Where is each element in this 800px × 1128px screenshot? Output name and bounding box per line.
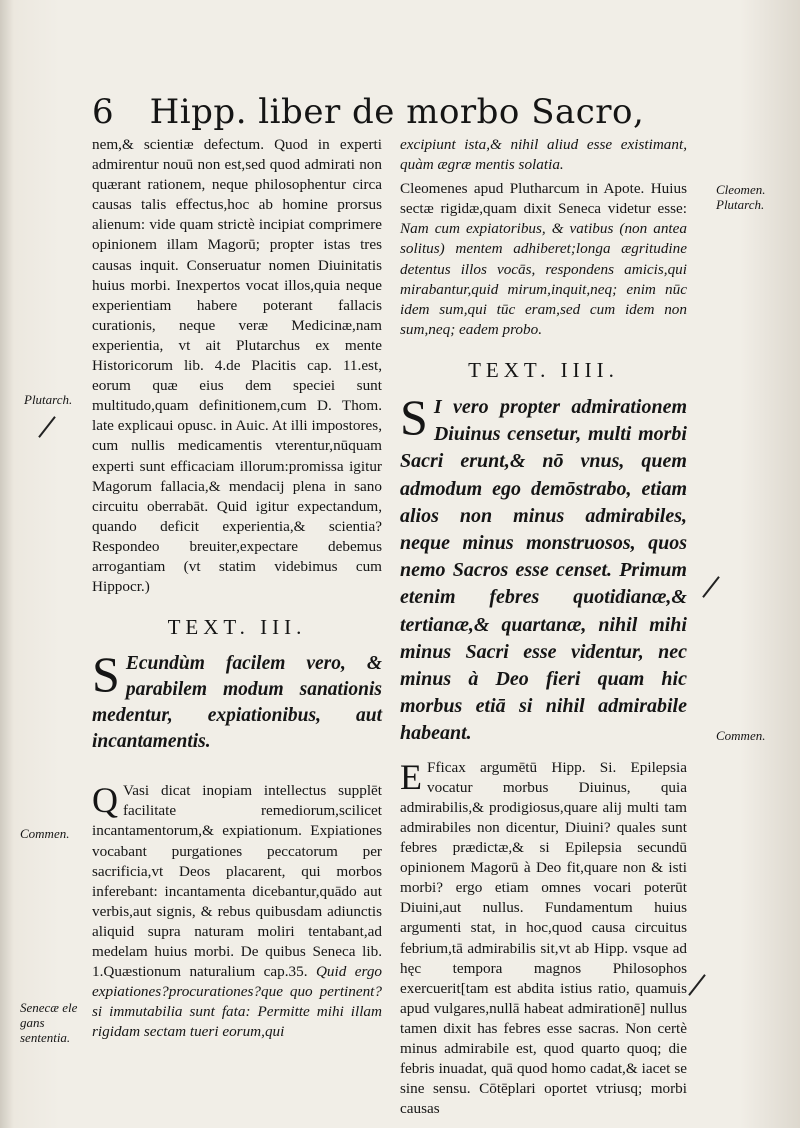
right-column bbox=[400, 135, 687, 1119]
drop-cap: S bbox=[400, 389, 428, 446]
margin-note-seneca: Senecæ ele gans sententia. bbox=[20, 1000, 78, 1045]
right-commentary-body: Fficax argumētū Hipp. Si. Epilepsia vocatur morbus Diuinus, quia admirabilis,& prodigiosus,quare alij multi tam admirabiles non dicentur, Diuini? quales sunt febres prædictæ,& si Epilepsia secundū opinionem Magorū à Deo fit,quare non & isti morbi? ergo etiam omnes vocari poterūt Diuini,aut nullus. Fundamentum huius argumenti stat, in hoc,quod causa circuitus febrium,tā admirabilis sit,vt ab Hipp. vsque ad hęc tempora magnos Philosophos exercuerit[tam est abdita istius ratio, quamuis apud vulgares,nullā habeat admirationē] nullus tamen dixit has febres esse sacras. Non certè minus admirabile est, quod quarto quoq; die febris inuadat, quā quod homo cadat,& iacet se sine sensu. Cōtēplari oportet vtriusq; morbi causas bbox=[400, 758, 687, 1118]
pen-mark bbox=[702, 576, 720, 598]
right-paragraph-2 bbox=[400, 179, 687, 340]
pen-mark bbox=[688, 974, 706, 996]
right-paragraph-2-body: Cleomenes apud Plutharcum in Apote. Huius sectæ rigidæ,quam dixit Seneca videtur esse: bbox=[400, 180, 687, 218]
running-title: Hipp. liber de morbo Sacro, bbox=[149, 92, 645, 132]
margin-note-plutarch: Plutarch. bbox=[24, 392, 73, 407]
margin-note-cleomen: Cleomen. Plutarch. bbox=[716, 182, 766, 212]
bleed-through-text bbox=[330, 4, 780, 28]
seneca-quote: Quid ergo expiationes?procurationes?que quo pertinent? si immutabilia sunt fata: Permitte mihi illam rigidam sectam tueri eorum,qui bbox=[92, 963, 383, 1041]
pen-mark bbox=[38, 416, 56, 438]
left-paragraph: nem,& scientiæ defectum. Quod in experti admirentur nouū non est,sed quod admirati non quærant rationem, neque philosophentur circa causas talis effectus,hoc ab homine prorsus alienum: vide quam strictè incipiat comprimere opinionem illam Magorū; propter istas tres causas inquit. Conseruatur nomen Diuinitatis huius morbi. Inexpertos vocat illos,quia neque experientiam habere poterant fallacis curationis, neque veræ Medicinæ,nam experientia, vt ait Plutarchus ex mente Historicorum lib. 4.de Placitis cap. 11.est, eorum quæ eius dem speciei sunt multitudo,quam definitionem,cum D. Thom. late explicaui opusc. in Auic. At illi impostores, cum nullis medicamentis vterentur,nūquam experti sunt efficaciam illorum:promissa igitur Magorum fallacia,& mendacij plena in sano circuitu oberrabāt. Quid igitur expectandum, quando deficit experientia,& scientia?Respondeo breuiter,expectare debemus arrogantiam (vt statim videbimus cum Hippocr.) bbox=[92, 136, 382, 596]
text-iii-quote-body: Ecundùm facilem vero, & parabilem modum sanationis medentur, expiationibus, aut incantamentis. bbox=[92, 653, 382, 753]
text-iii-heading: TEXT. III. bbox=[167, 615, 307, 640]
text-iii-quote bbox=[92, 646, 382, 755]
text-iiii-heading: TEXT. IIII. bbox=[468, 357, 619, 382]
drop-cap: E bbox=[400, 756, 422, 797]
text-iiii-quote bbox=[400, 389, 687, 748]
right-commentary bbox=[400, 758, 687, 1120]
left-commentary bbox=[92, 781, 382, 1042]
cleomenes-quote: Nam cum expiatoribus, & vatibus (non antea solitus) mentem adhiberet;longa ægritudine detentus illos vocās, respondens amicis,qui mirabantur,quid mirum,inquit,neq; enim nūc idem sum,qui tūc eram,sed cum idem non sum,neq; eadem probo. bbox=[400, 220, 687, 338]
page-header bbox=[92, 92, 692, 136]
text-iiii-quote-body: I vero propter admirationem Diuinus censetur, multi morbi Sacri erunt,& nō vnus, quem admodum ego demōstrabo, etiam alios non minus admirabiles, neque minus monstruosos, quos nemo Sacros esse censet. Primum etenim febres quotidianæ,& tertianæ,& quartanæ, nihil mihi minus Sacri esse videntur, nec minus à Deo fieri quam hic morbus etiā si nihil admirabile habeant. bbox=[400, 396, 687, 745]
margin-note-commen-left: Commen. bbox=[20, 826, 70, 841]
drop-cap: S bbox=[92, 646, 120, 703]
page-number: 6 bbox=[92, 92, 114, 132]
left-column bbox=[92, 135, 382, 1042]
right-paragraph-1: excipiunt ista,& nihil aliud esse existimant, quàm ægræ mentis solatia. bbox=[400, 136, 687, 174]
drop-cap: Q bbox=[92, 780, 118, 821]
left-commentary-body: Vasi dicat inopiam intellectus supplēt facilitate remediorum,scilicet incantamentorum,& expiationum. Expiationes vocabant purgationes peccatorum per sacrificia,vt Deos placarent, qui morbos inferebant: incantamenta dicebantur,quādo aut verbis,aut signis, & rebus quibusdam adiunctis aliquid supra naturam moliri tentabant,ad medelam huius morbi. De quibus Seneca lib. 1.Quæstionum naturalium cap.35. bbox=[92, 782, 382, 981]
margin-note-commen-right: Commen. bbox=[716, 728, 766, 743]
